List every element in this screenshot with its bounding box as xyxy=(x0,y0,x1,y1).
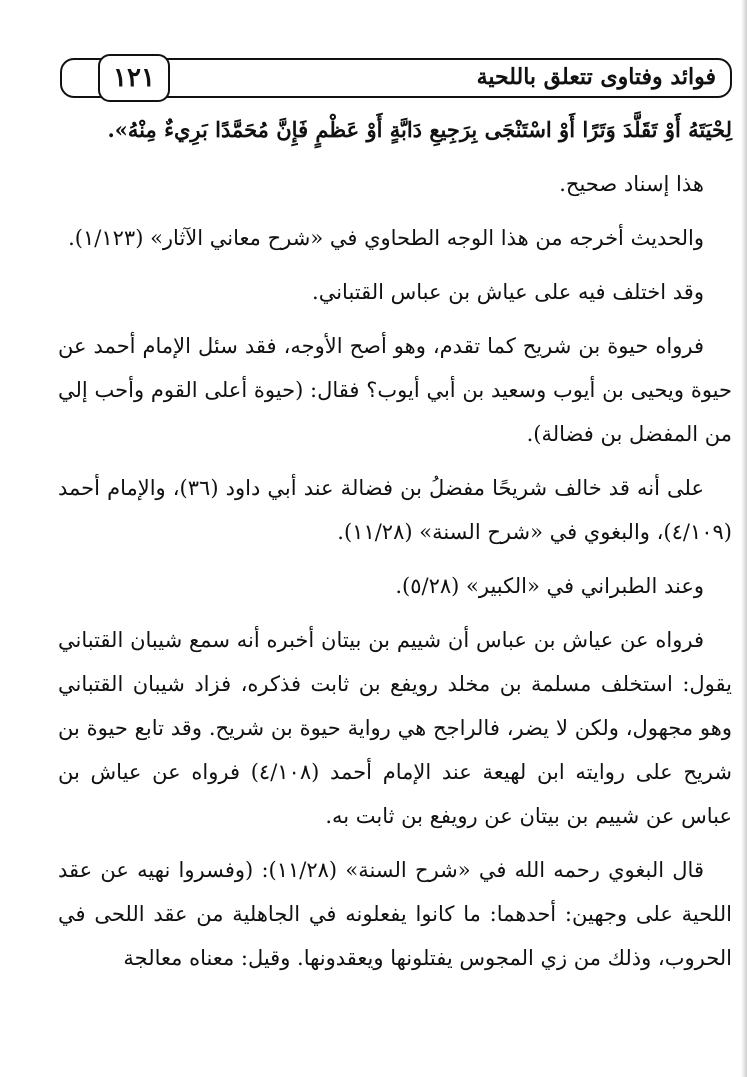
paragraph: وعند الطبراني في «الكبير» (٥/٢٨). xyxy=(395,574,704,598)
paragraph: فرواه حيوة بن شريح كما تقدم، وهو أصح الأوجه، فقد سئل الإمام أحمد عن حيوة ويحيى بن أيوب وسعيد بن أبي أيوب؟ فقال: (حيوة أعلى القوم وأحب إلي من المفضل بن فضالة). xyxy=(58,334,732,446)
paragraph: على أنه قد خالف شريحًا مفضلُ بن فضالة عند أبي داود (٣٦)، والإمام أحمد (٤/١٠٩)، والبغوي في «شرح السنة» (١١/٢٨). xyxy=(58,476,732,544)
paragraph: وقد اختلف فيه على عياش بن عباس القتباني. xyxy=(312,280,704,304)
paragraph: هذا إسناد صحيح. xyxy=(559,172,704,196)
paragraph: قال البغوي رحمه الله في «شرح السنة» (١١/٢٨): (وفسروا نهيه عن عقد اللحية على وجهين: أحدهما: ما كانوا يفعلونه في الجاهلية من عقد اللحى في الحروب، وذلك من زي المجوس يفتلونها ويعقدونها. وقيل: معناه معالجة xyxy=(58,858,732,970)
paragraph: والحديث أخرجه من هذا الوجه الطحاوي في «شرح معاني الآثار» (١/١٢٣). xyxy=(68,226,704,250)
page-number: ١٢١ xyxy=(98,54,170,102)
running-header xyxy=(60,58,732,98)
hadith-continuation: لِحْيَتَهُ أَوْ تَقَلَّدَ وَتَرًا أَوْ اسْتَنْجَى بِرَجِيعِ دَابَّةٍ أَوْ عَظْمٍ فَإِنَّ مُحَمَّدًا بَرِيءٌ مِنْهُ». xyxy=(107,117,732,142)
book-title: فوائد وفتاوى تتعلق باللحية xyxy=(476,64,716,90)
page-body xyxy=(58,108,732,990)
page-edge-shadow xyxy=(741,0,747,1077)
paragraph: فرواه عن عياش بن عباس أن شييم بن بيتان أخبره أنه سمع شيبان القتباني يقول: استخلف مسلمة بن مخلد رويفع بن ثابت فذكره، فزاد شيبان القتباني وهو مجهول، ولكن لا يضر، فالراجح هي رواية حيوة بن شريح. وقد تابع حيوة بن شريح على روايته ابن لهيعة عند الإمام أحمد (٤/١٠٨) فرواه عن عياش بن عباس عن شييم بن بيتان عن رويفع بن ثابت به. xyxy=(58,628,732,828)
